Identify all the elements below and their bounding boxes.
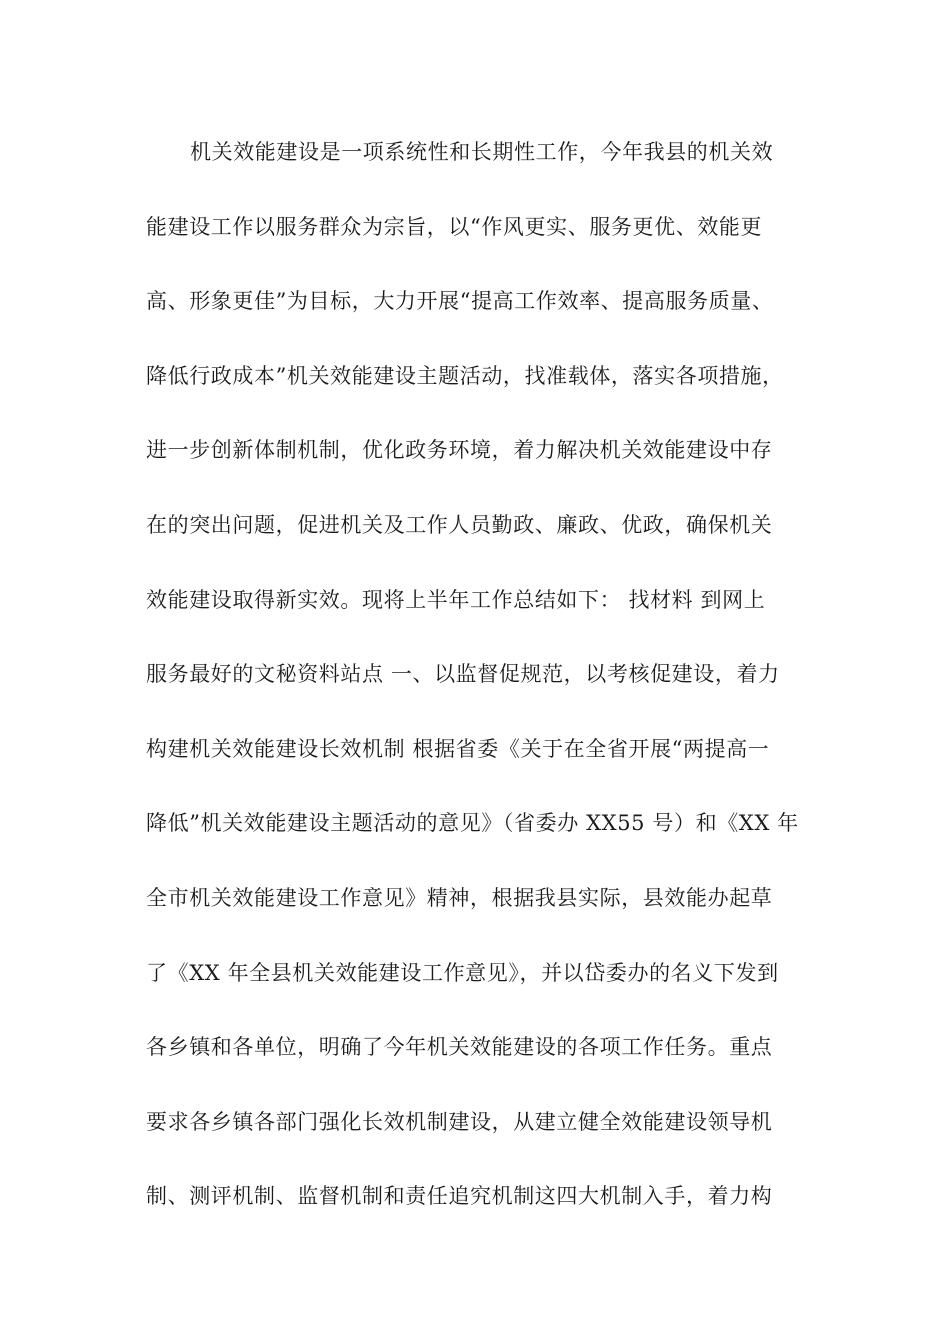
text-line: 进一步创新体制机制，优化政务环境，着力解决机关效能建设中存	[146, 438, 773, 463]
text-line: 在的突出问题，促进机关及工作人员勤政、廉政、优政，确保机关	[146, 512, 773, 537]
text-line: 了《XX 年全县机关效能建设工作意见》，并以岱委办的名义下发到	[146, 960, 779, 985]
text-line: 全市机关效能建设工作意见》精神，根据我县实际，县效能办起草	[146, 885, 773, 910]
text-line: 制、测评机制、监督机制和责任追究机制这四大机制入手，着力构	[146, 1184, 773, 1209]
text-line: 高、形象更佳”为目标，大力开展“提高工作效率、提高服务质量、	[146, 289, 774, 314]
text-line: 构建机关效能建设长效机制 根据省委《关于在全省开展“两提高一	[146, 736, 770, 761]
text-line: 能建设工作以服务群众为宗旨，以“作风更实、服务更优、效能更	[146, 214, 763, 239]
text-line: 降低”机关效能建设主题活动的意见》（省委办 XX55 号）和《XX 年	[146, 811, 799, 836]
text-line: 服务最好的文秘资料站点 一、以监督促规范，以考核促建设，着力	[146, 662, 780, 687]
text-line: 机关效能建设是一项系统性和长期性工作，今年我县的机关效	[190, 140, 774, 164]
text-line: 降低行政成本”机关效能建设主题活动，找准载体，落实各项措施，	[146, 363, 784, 388]
text-line: 要求各乡镇各部门强化长效机制建设，从建立健全效能建设领导机	[146, 1109, 773, 1134]
text-line: 各乡镇和各单位，明确了今年机关效能建设的各项工作任务。重点	[146, 1035, 773, 1060]
body-paragraph	[146, 130, 846, 1249]
text-line: 效能建设取得新实效。现将上半年工作总结如下： 找材料 到网上	[146, 587, 766, 612]
